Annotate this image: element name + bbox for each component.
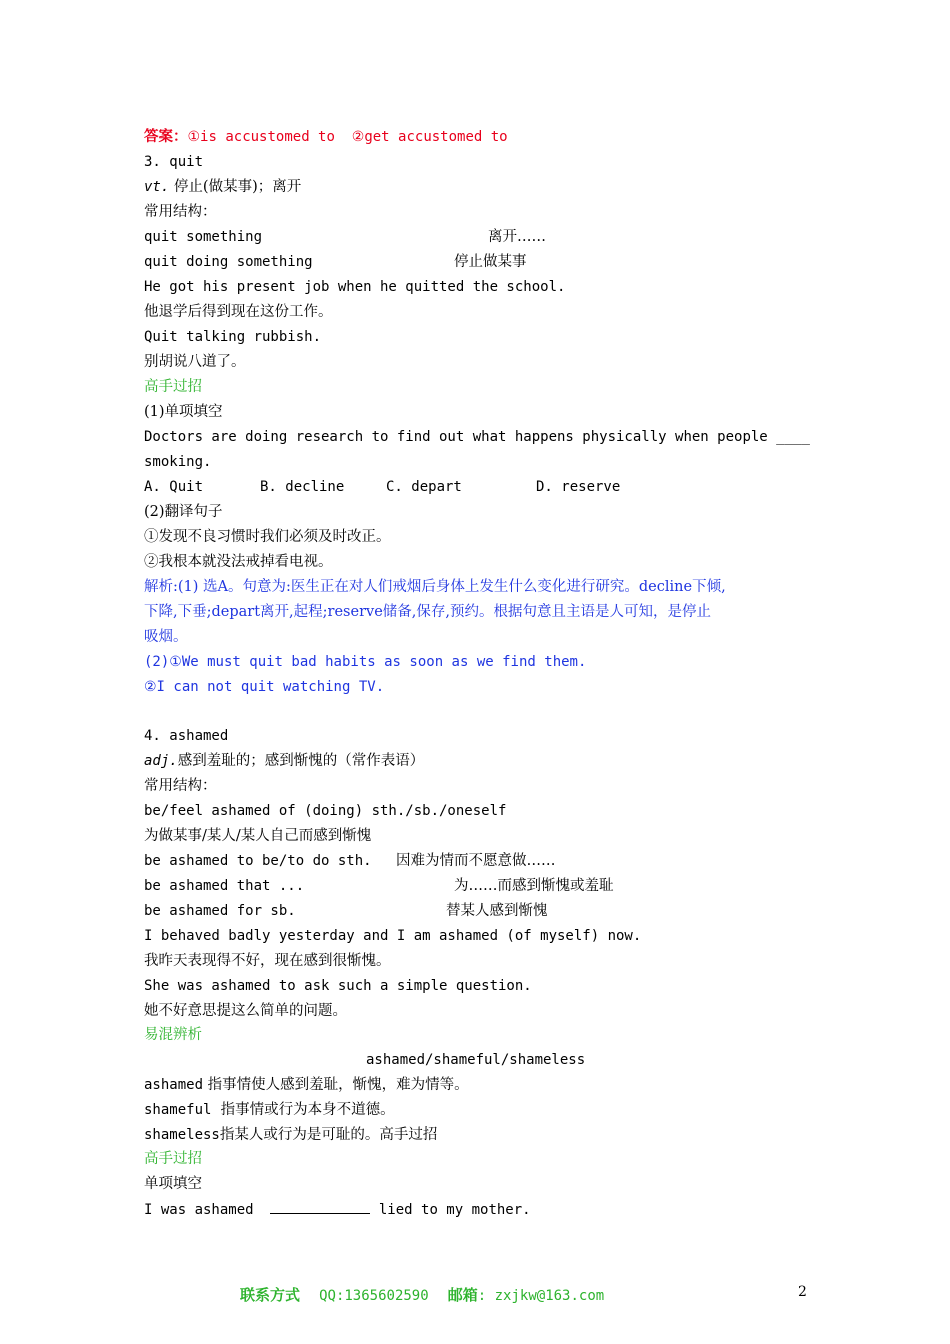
confusion-word: ashamed xyxy=(144,1077,204,1093)
option-d: D. reserve xyxy=(536,479,621,495)
structure-row xyxy=(144,252,527,272)
example-zh: 我昨天表现得不好，现在感到很惭愧。 xyxy=(144,953,391,969)
section-heading-ashamed: 4. ashamed xyxy=(144,728,229,744)
part-of-speech: vt. xyxy=(144,179,170,195)
structure-zh: 替某人感到惭愧 xyxy=(446,903,548,919)
definition-text: 感到羞耻的；感到惭愧的（常作表语） xyxy=(177,753,425,769)
option-c: C. depart xyxy=(386,479,462,495)
structure-row xyxy=(144,851,556,871)
option-b: B. decline xyxy=(260,479,345,495)
contact-label: 联系方式 xyxy=(240,1286,301,1304)
confusion-item xyxy=(144,1100,395,1120)
example-en: He got his present job when he quitted the school. xyxy=(144,279,566,295)
explanation-line: ②I can not quit watching TV. xyxy=(144,679,385,695)
explanation-line: 解析:(1) 选A。句意为:医生正在对人们戒烟后身体上发生什么变化进行研究。decline下倾, xyxy=(144,579,726,595)
practice-label: 高手过招 xyxy=(144,1151,202,1167)
confusion-desc: 指事情使人感到羞耻，惭愧，难为情等。 xyxy=(203,1077,469,1093)
structure-en: be/feel ashamed of (doing) sth./sb./oneself xyxy=(144,803,507,819)
question-text: smoking. xyxy=(144,454,212,470)
structure-en: be ashamed that ... xyxy=(144,878,305,894)
question-after: lied to my mother. xyxy=(370,1202,531,1218)
example-zh: 他退学后得到现在这份工作。 xyxy=(144,304,333,320)
question-text xyxy=(144,1199,531,1219)
structure-zh: 因难为情而不愿意做…… xyxy=(396,853,556,869)
structure-row xyxy=(144,901,548,921)
question-text: Doctors are doing research to find out what happens physically when people ____ xyxy=(144,429,810,445)
structure-zh: 离开…… xyxy=(488,229,546,245)
structure-zh: 停止做某事 xyxy=(454,254,527,270)
confusion-word: shameless xyxy=(144,1127,220,1143)
footer xyxy=(240,1285,604,1306)
answer-blank xyxy=(270,1199,370,1214)
translate-sentence: ①发现不良习惯时我们必须及时改正。 xyxy=(144,529,391,545)
example-en: Quit talking rubbish. xyxy=(144,329,322,345)
structure-zh: 为……而感到惭愧或羞耻 xyxy=(454,878,614,894)
structure-en: quit doing something xyxy=(144,254,313,270)
email-address: : zxjkw@163.com xyxy=(477,1288,605,1304)
confusion-desc: 指事情或行为本身不道德。 xyxy=(211,1102,395,1118)
structures-label: 常用结构： xyxy=(144,204,217,220)
confusion-title: ashamed/shameful/shameless xyxy=(366,1052,586,1068)
quit-definition xyxy=(144,177,301,197)
structure-en: be ashamed to be/to do sth. xyxy=(144,853,372,869)
part-of-speech: adj. xyxy=(144,753,178,769)
translate-sentence: ②我根本就没法戒掉看电视。 xyxy=(144,554,333,570)
options-row xyxy=(144,477,621,497)
example-zh: 她不好意思提这么简单的问题。 xyxy=(144,1003,347,1019)
structures-label: 常用结构： xyxy=(144,778,217,794)
explanation-line: 吸烟。 xyxy=(144,629,188,645)
option-a: A. Quit xyxy=(144,479,204,495)
email-label: 邮箱 xyxy=(447,1286,478,1304)
explanation-line: 下降,下垂;depart离开,起程;reserve储备,保存,预约。根据句意且主语是人可知，是停止 xyxy=(144,604,711,620)
question-label: (1)单项填空 xyxy=(144,404,223,420)
structure-en: quit something xyxy=(144,229,263,245)
example-en: I behaved badly yesterday and I am ashamed (of myself) now. xyxy=(144,928,642,944)
explanation-line: (2)①We must quit bad habits as soon as we find them. xyxy=(144,654,587,670)
structure-zh: 为做某事/某人/某人自己而感到惭愧 xyxy=(144,828,372,844)
question-label: 单项填空 xyxy=(144,1176,202,1192)
question-label: (2)翻译句子 xyxy=(144,504,223,520)
confusion-desc: 指某人或行为是可耻的。高手过招 xyxy=(219,1127,438,1143)
example-en: She was ashamed to ask such a simple question. xyxy=(144,978,532,994)
section-heading-quit: 3. quit xyxy=(144,154,204,170)
answer-label: 答案： xyxy=(144,128,188,145)
practice-label: 高手过招 xyxy=(144,379,202,395)
confusion-item xyxy=(144,1125,437,1145)
structure-en: be ashamed for sb. xyxy=(144,903,296,919)
answer-text: ①is accustomed to ②get accustomed to xyxy=(187,129,508,145)
page-number: 2 xyxy=(798,1284,807,1300)
ashamed-definition xyxy=(144,751,424,771)
structure-row xyxy=(144,227,546,247)
definition-text: 停止(做某事)；离开 xyxy=(169,179,302,195)
confusion-item xyxy=(144,1075,469,1095)
question-before: I was ashamed xyxy=(144,1202,271,1218)
answer-line xyxy=(144,127,508,147)
qq-number: QQ:1365602590 xyxy=(319,1288,429,1304)
confusion-label: 易混辨析 xyxy=(144,1027,202,1043)
example-zh: 别胡说八道了。 xyxy=(144,354,246,370)
confusion-word: shameful xyxy=(144,1102,212,1118)
structure-row xyxy=(144,876,614,896)
